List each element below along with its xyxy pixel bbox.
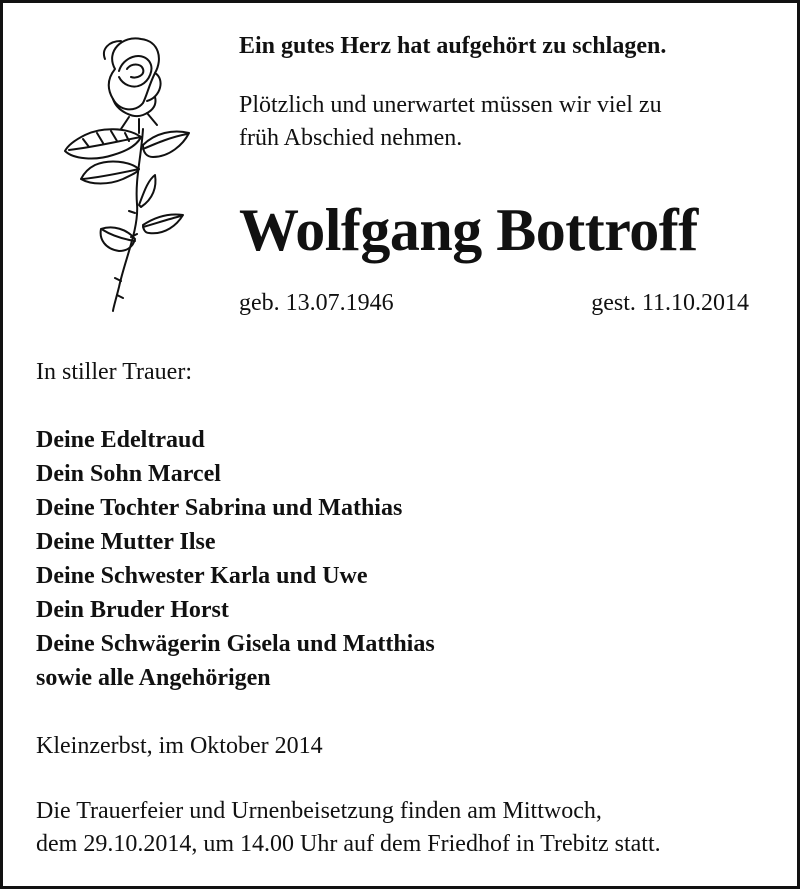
funeral-info (36, 795, 776, 861)
mourner-item: Deine Schwägerin Gisela und Matthias (36, 631, 435, 657)
rose-icon (43, 29, 193, 321)
mourner-item: Dein Sohn Marcel (36, 461, 221, 487)
deceased-name: Wolfgang Bottroff (239, 197, 698, 263)
mourner-item: Deine Schwester Karla und Uwe (36, 563, 368, 589)
mourner-item: Deine Mutter Ilse (36, 529, 216, 555)
mourner-item: sowie alle Angehörigen (36, 665, 271, 691)
mourners-list (36, 423, 435, 695)
funeral-line: Die Trauerfeier und Urnenbeisetzung finden am Mittwoch, (36, 798, 602, 824)
intro-line: früh Abschied nehmen. (239, 125, 463, 151)
headline: Ein gutes Herz hat aufgehört zu schlagen. (239, 33, 667, 59)
place-date: Kleinzerbst, im Oktober 2014 (36, 733, 323, 759)
funeral-line: dem 29.10.2014, um 14.00 Uhr auf dem Friedhof in Trebitz statt. (36, 831, 661, 857)
mourner-item: Deine Tochter Sabrina und Mathias (36, 495, 403, 521)
death-date: gest. 11.10.2014 (591, 290, 749, 316)
mourner-item: Dein Bruder Horst (36, 597, 229, 623)
intro-text (239, 89, 759, 155)
intro-line: Plötzlich und unerwartet müssen wir viel zu (239, 92, 662, 118)
birth-date: geb. 13.07.1946 (239, 290, 394, 316)
mourning-label: In stiller Trauer: (36, 359, 192, 385)
mourner-item: Deine Edeltraud (36, 427, 205, 453)
